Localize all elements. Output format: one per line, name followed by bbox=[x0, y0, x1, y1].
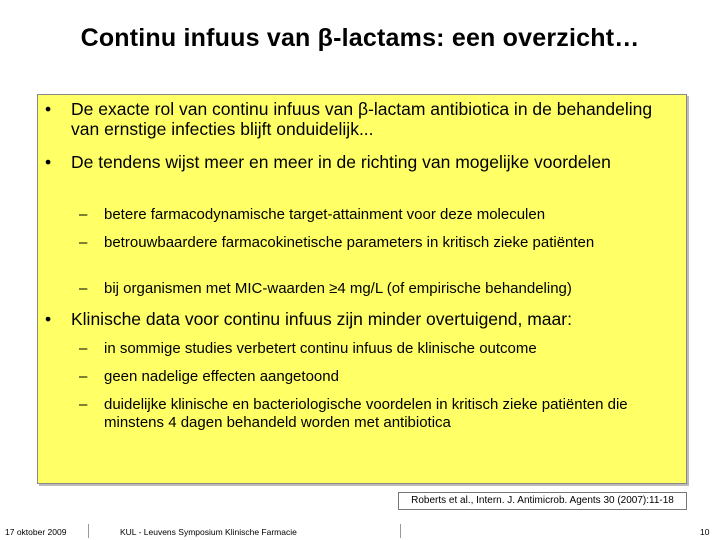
reference-citation: Roberts et al., Intern. J. Antimicrob. Agents 30 (2007):11-18 bbox=[398, 492, 687, 510]
sub-bullet-3-2 bbox=[79, 368, 664, 386]
bullet-2 bbox=[45, 152, 661, 172]
bullet-2-text: De tendens wijst meer en meer in de richting van mogelijke voordelen bbox=[71, 152, 611, 172]
dash-marker: – bbox=[79, 280, 88, 297]
content-box bbox=[37, 94, 687, 484]
bullet-3 bbox=[45, 309, 661, 329]
dash-marker: – bbox=[79, 396, 88, 413]
dash-marker: – bbox=[79, 368, 88, 385]
dash-marker: – bbox=[79, 234, 88, 251]
bullet-1 bbox=[45, 99, 661, 139]
bullet-marker: • bbox=[45, 309, 52, 329]
sub-bullet-2-3-text: bij organismen met MIC-waarden ≥4 mg/L (of empirische behandeling) bbox=[104, 280, 572, 297]
sub-bullet-3-2-text: geen nadelige effecten aangetoond bbox=[104, 368, 339, 385]
footer-event: KUL - Leuvens Symposium Klinische Farmacie bbox=[120, 527, 297, 537]
dash-marker: – bbox=[79, 340, 88, 357]
footer-divider bbox=[400, 524, 401, 538]
sub-bullet-2-2-text: betrouwbaardere farmacokinetische parameters in kritisch zieke patiënten bbox=[104, 234, 595, 251]
footer-date: 17 oktober 2009 bbox=[5, 527, 67, 537]
bullet-1-text: De exacte rol van continu infuus van β-lactam antibiotica in de behandeling van ernstige infecties blijft onduidelijk... bbox=[71, 99, 653, 139]
sub-bullet-2-1 bbox=[79, 206, 664, 224]
page-number: 10 bbox=[700, 527, 710, 537]
sub-bullet-3-1 bbox=[79, 340, 664, 358]
slide-title: Continu infuus van β-lactams: een overzicht… bbox=[80, 24, 640, 52]
bullet-marker: • bbox=[45, 99, 52, 119]
dash-marker: – bbox=[79, 206, 88, 223]
sub-bullet-3-3-text: duidelijke klinische en bacteriologische voordelen in kritisch zieke patiënten die minstens 4 dagen behandeld worden met antibiotica bbox=[104, 396, 628, 431]
sub-bullet-2-3 bbox=[79, 280, 664, 298]
sub-bullet-3-3 bbox=[79, 396, 664, 432]
sub-bullet-2-1-text: betere farmacodynamische target-attainment voor deze moleculen bbox=[104, 206, 546, 223]
sub-bullet-2-2 bbox=[79, 234, 664, 252]
footer-divider bbox=[88, 524, 89, 538]
sub-bullet-3-1-text: in sommige studies verbetert continu infuus de klinische outcome bbox=[104, 340, 537, 357]
bullet-marker: • bbox=[45, 152, 52, 172]
bullet-3-text: Klinische data voor continu infuus zijn minder overtuigend, maar: bbox=[71, 309, 572, 329]
